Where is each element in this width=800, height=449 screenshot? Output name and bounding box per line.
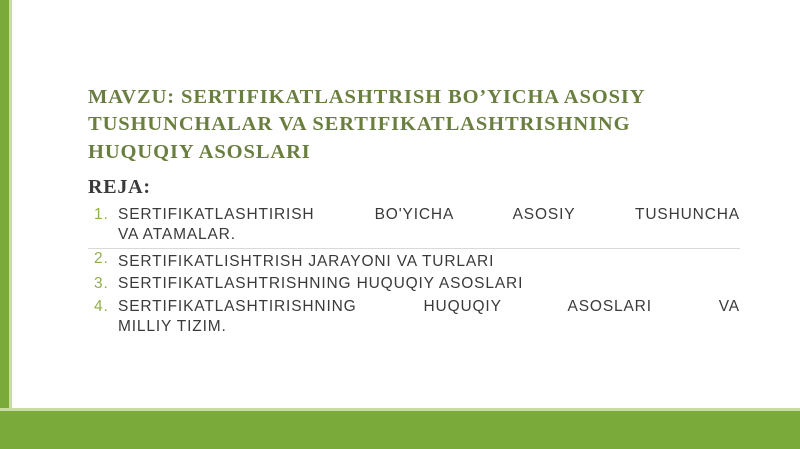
reja-list (88, 205, 740, 338)
list-item-line1: SERTIFIKATLASHTIRISH BO'YICHA ASOSIY TUSHUNCHA (118, 205, 740, 223)
list-item-line1: SERTIFIKATLASHTRISHNING HUQUQIY ASOSLARI (118, 275, 524, 293)
slide-content (88, 84, 740, 339)
slide-subtitle: REJA: (88, 175, 151, 198)
list-item-line1: SERTIFIKATLASHTIRISHNING HUQUQIY ASOSLARI VA (118, 297, 740, 315)
list-item (88, 297, 740, 338)
bottom-accent-band (0, 411, 800, 449)
list-item-line1: SERTIFIKATLISHTRISH JARAYONI VA TURLARI (118, 252, 495, 270)
list-item-line2: VA ATAMALAR. (118, 226, 236, 244)
list-item (88, 248, 740, 272)
list-item (88, 274, 740, 294)
slide-title: MAVZU: SERTIFIKATLASHTRISH BO’YICHA ASOSIY TUSHUNCHALAR VA SERTIFIKATLASHTRISHNING HUQUQIY ASOSLARI (88, 86, 645, 163)
left-accent-bar-light (9, 0, 12, 411)
list-item-line2: MILLIY TIZIM. (118, 318, 227, 336)
list-item (88, 205, 740, 246)
left-accent-bar (0, 0, 9, 411)
